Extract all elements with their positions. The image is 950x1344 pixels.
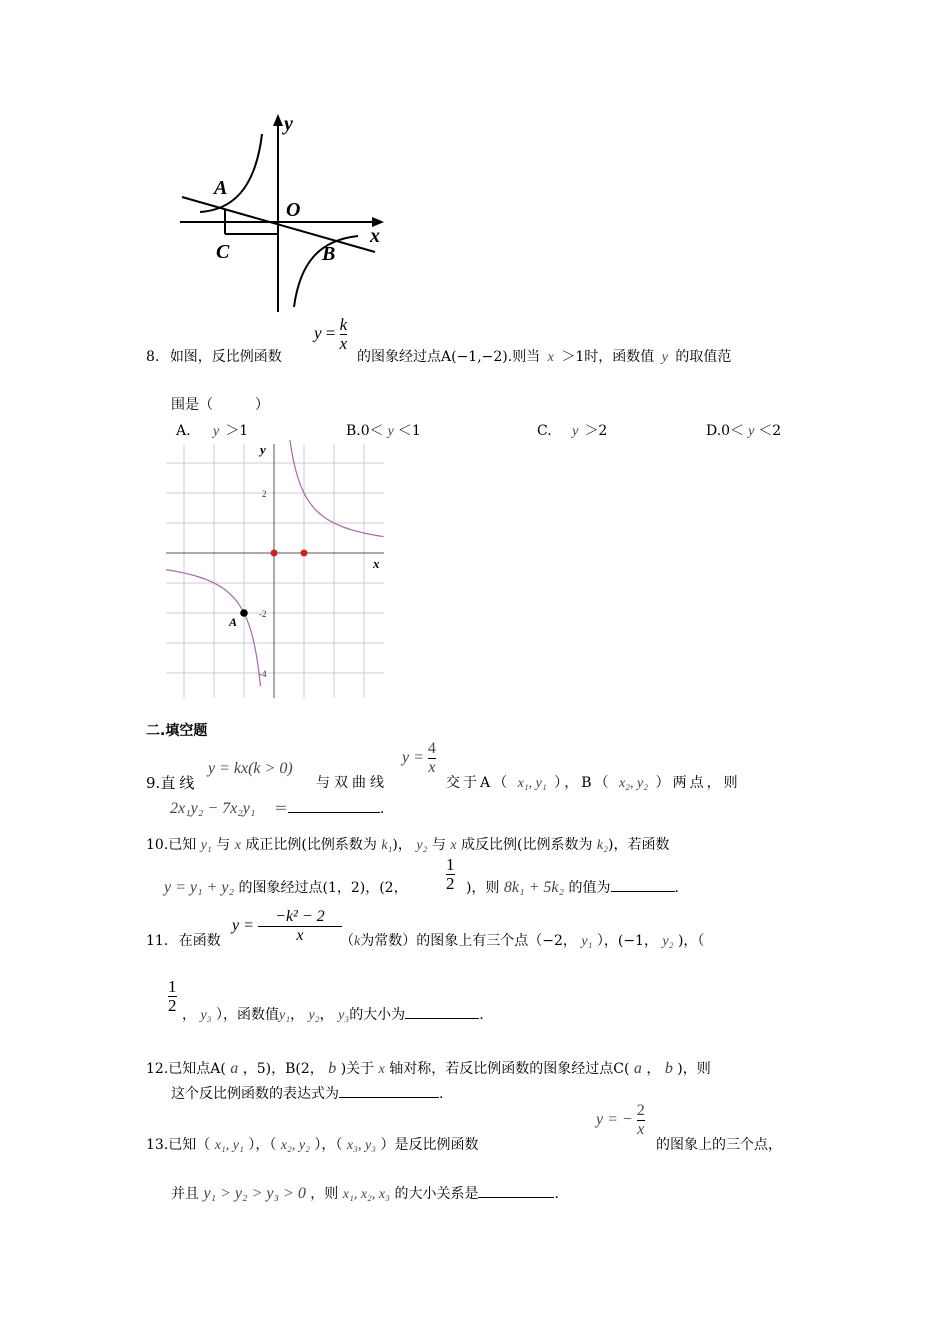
fig2-grid: [166, 444, 384, 698]
q10-t3: 成正比例(比例系数为: [245, 837, 377, 853]
q8-option-b-rel: ＜1: [397, 423, 421, 439]
q11-y2: y₂: [662, 934, 674, 949]
q11-number: 11.: [146, 933, 169, 949]
q8-cond-var: x: [547, 350, 554, 365]
q8-option-d-rel: ＜2: [758, 423, 782, 439]
q8-number: 8.: [146, 349, 160, 365]
q8-option-a[interactable]: [176, 420, 248, 440]
q12-t4: 轴对称，若反比例函数的图象经过点C(: [389, 1061, 630, 1077]
q11-y3: y₃: [200, 1008, 212, 1023]
q10-line1: [146, 834, 669, 854]
q13-t2: ），（: [248, 1137, 277, 1153]
q13-p1: x₁, y₁: [214, 1138, 244, 1153]
q9-end: .: [379, 801, 385, 817]
q8-val-var: y: [661, 350, 668, 365]
fig2-tick-2: 2: [262, 489, 267, 499]
q8-option-c-var: y: [572, 424, 579, 439]
q11-k: k: [354, 934, 361, 949]
q11-t3: 为常数）的图象上有三个点（−2，: [360, 933, 577, 949]
q10-frac-num: 1: [446, 855, 455, 874]
fig2-axis-x: x: [373, 556, 380, 571]
q13-line2b: ，则: [310, 1186, 339, 1202]
q11-line1-start: [146, 930, 221, 950]
q13-answer-blank[interactable]: [478, 1183, 554, 1198]
q12-a-2: a: [633, 1060, 642, 1077]
q9-t4: ），B（: [554, 775, 612, 791]
fig2-curve-lower-branch: [166, 570, 261, 687]
q13-lhs: y = −: [596, 1111, 633, 1129]
q8-option-c[interactable]: [537, 420, 607, 440]
q13-p3: x₃, y₃: [346, 1138, 377, 1153]
fig2-tick-minus4: -4: [259, 669, 267, 679]
q10-line2-rest: [466, 877, 679, 897]
q10-y1: y₁: [200, 838, 212, 853]
q10-t10: 的值为: [568, 880, 611, 896]
q9-line-eq: y = kx(k > 0): [208, 760, 293, 777]
q12-t5: ，: [646, 1061, 661, 1077]
q11-lhs: y =: [232, 917, 254, 935]
q8-cond: ＞1时，函数值: [561, 349, 655, 365]
fig2-point-a: [240, 609, 248, 617]
q8-option-d[interactable]: [706, 420, 781, 440]
q8-option-c-rel: ＞2: [584, 423, 608, 439]
q13-line1: [146, 1134, 479, 1154]
q8-option-c-label: C.: [537, 423, 552, 439]
q12-number: 12.: [146, 1061, 169, 1077]
figure-grid-hyperbola: [166, 440, 388, 698]
q11-fraction: [168, 978, 177, 1015]
q8-option-a-label: A.: [176, 423, 191, 439]
section-title: 二.填空题: [146, 723, 208, 739]
q13-line2c: 的大小关系是: [394, 1186, 479, 1202]
q11-y1: y₁: [581, 934, 593, 949]
q8-text-a: 如图，反比例函数: [169, 349, 282, 365]
q8-func-k: k: [339, 315, 348, 334]
q13-number: 13.: [146, 1137, 169, 1153]
q10-k2: k₂: [596, 838, 609, 853]
fig1-label-C: C: [216, 241, 230, 263]
q12-t6: )，则: [677, 1061, 711, 1077]
q8-text-b: 的图象经过点A(−1,−2).则当: [357, 349, 541, 365]
q10-frac-den: 2: [446, 874, 455, 893]
q11-function: [232, 908, 342, 945]
q9-t3: 交于A（: [446, 775, 511, 791]
q11-t7: ），函数值: [216, 1007, 279, 1023]
q9-hyp-den: x: [428, 759, 436, 776]
fig2-red-point-one: [301, 550, 308, 557]
q10-t9: )，则: [466, 880, 500, 896]
q12-x: x: [378, 1062, 385, 1077]
q8-func-x: x: [339, 334, 348, 353]
q9-hyperbola: [402, 740, 436, 777]
q11-frac-num: 1: [168, 977, 177, 996]
q11-answer-blank[interactable]: [405, 1004, 479, 1019]
q8-text-c: 的取值范: [675, 349, 732, 365]
q10-k1: k₁: [381, 838, 393, 853]
q11-t5: )，（: [677, 933, 705, 949]
q8-func-y: y: [314, 323, 322, 343]
q12-t3: )关于: [340, 1061, 375, 1077]
q10-t6: 成反比例(比例系数为: [461, 837, 593, 853]
q8-option-b-label: B.0＜: [346, 423, 384, 439]
q10-func: y = y₁ + y₂: [164, 879, 235, 896]
figure-hyperbola-line: [170, 112, 395, 317]
q9-line2: [170, 798, 384, 818]
q9-eq: ＝: [273, 801, 288, 817]
q8-function-formula: y = $\frac{k}{x}$: [314, 315, 348, 353]
q13-xs: x₁, x₂, x₃: [342, 1187, 390, 1202]
q8-line1: [146, 346, 282, 366]
q12-end: .: [439, 1086, 444, 1102]
fig1-label-A: A: [214, 177, 228, 199]
fig1-label-y: y: [284, 113, 293, 135]
q10-y2: y₂: [416, 838, 428, 853]
q8-option-b[interactable]: [346, 420, 421, 440]
q10-x: x: [234, 838, 241, 853]
q13-t1: 已知（: [168, 1137, 211, 1153]
q9-p1: x₁, y₁: [517, 776, 547, 791]
q9-number: 9.: [146, 774, 161, 792]
q12-line2: [171, 1083, 443, 1103]
q8-option-a-var: y: [213, 424, 220, 439]
q10-t7: )，若函数: [608, 837, 670, 853]
fig1-label-B: B: [322, 243, 336, 265]
fig2-axes: [166, 444, 384, 698]
q9-hyp-num: 4: [427, 740, 436, 757]
q10-t5: 与: [431, 837, 446, 853]
fig2-red-point-origin: [271, 550, 278, 557]
q8-option-d-label: D.0＜: [706, 423, 745, 439]
q10-answer-blank[interactable]: [611, 877, 675, 892]
q11-t2: （: [340, 933, 354, 949]
fig2-tick-minus2: -2: [259, 609, 267, 619]
q9-t1: 直线: [160, 774, 199, 792]
q13-p2: x₂, y₂: [280, 1138, 310, 1153]
q8-option-b-var: y: [387, 424, 394, 439]
q12-answer-blank[interactable]: [339, 1083, 439, 1098]
q8-line2: 围是（ ）: [171, 397, 269, 413]
q9-line1-rest: [446, 772, 741, 792]
q10-fraction: [446, 856, 455, 893]
q10-t8: 的图象经过点(1，2)，(2，: [238, 880, 408, 896]
q11-den: x: [258, 926, 342, 945]
q12-t1: 已知点A(: [168, 1061, 226, 1077]
q11-line1-rest: [340, 930, 704, 950]
q12-a: a: [230, 1060, 239, 1077]
q12-t2: ，5)，B(2，: [242, 1061, 324, 1077]
q10-end: .: [674, 880, 679, 896]
q10-line2: [164, 877, 408, 897]
fig1-label-O: O: [286, 199, 301, 221]
q9-t5: ）两点，则: [655, 775, 741, 791]
q11-t1: 在函数: [178, 933, 221, 949]
q11-t6: ，: [182, 1007, 196, 1023]
q11-t8: ，: [290, 1007, 305, 1023]
q11-t8-b: ，: [319, 1007, 334, 1023]
q11-line2: [182, 1004, 484, 1024]
q8-option-a-rel: ＞1: [225, 423, 249, 439]
q10-x-2: x: [450, 838, 457, 853]
q12-b: b: [328, 1060, 337, 1077]
q11-end: .: [479, 1007, 484, 1023]
q12-line1: [146, 1058, 711, 1078]
q10-expr: 8k₁ + 5k₂: [503, 879, 565, 896]
q12-line2-text: 这个反比例函数的表达式为: [171, 1086, 339, 1102]
q13-t5: 的图象上的三个点，: [656, 1137, 782, 1153]
q9-p2: x₂, y₂: [618, 776, 649, 791]
q13-function: [596, 1102, 645, 1139]
q12-b-2: b: [664, 1060, 673, 1077]
q13-ineq: y₁ > y₂ > y₃ > 0: [203, 1185, 306, 1202]
q11-y2-b: y₂: [308, 1008, 320, 1023]
q8-option-d-var: y: [748, 424, 755, 439]
q9-expr: 2x₁y₂ − 7x₂y₁: [170, 800, 256, 817]
q11-frac-den: 2: [168, 996, 177, 1015]
q11-y1-b: y₁: [279, 1008, 291, 1023]
q9-line1: [146, 772, 198, 793]
q13-den: x: [637, 1121, 645, 1138]
q13-end: .: [554, 1186, 559, 1202]
q9-answer-blank[interactable]: [288, 798, 380, 813]
q11-t9: 的大小为: [349, 1007, 406, 1023]
q13-line2a: 并且: [171, 1186, 199, 1202]
q10-t4: )，: [392, 837, 412, 853]
q13-t4: ）是反比例函数: [380, 1137, 479, 1153]
q8-line1-rest: [357, 346, 731, 366]
fig2-curve-upper-branch: [289, 440, 384, 537]
q10-t2: 与: [216, 837, 231, 853]
q10-t1: 已知: [168, 837, 197, 853]
q13-num: 2: [636, 1102, 645, 1119]
q11-y3-b: y₃: [338, 1008, 350, 1023]
q9-hyp-y: y =: [402, 749, 424, 767]
fig2-point-a-label: A: [229, 615, 238, 629]
fig2-axis-y: y: [260, 442, 266, 457]
q10-number: 10.: [146, 837, 169, 853]
q11-num: −k² − 2: [275, 908, 325, 925]
q9-t2: 与双曲线: [316, 775, 388, 791]
q13-line2: [171, 1183, 559, 1203]
fig1-label-x: x: [370, 225, 380, 247]
q13-t3: ），（: [314, 1137, 343, 1153]
q11-t4: ），(−1，: [596, 933, 658, 949]
